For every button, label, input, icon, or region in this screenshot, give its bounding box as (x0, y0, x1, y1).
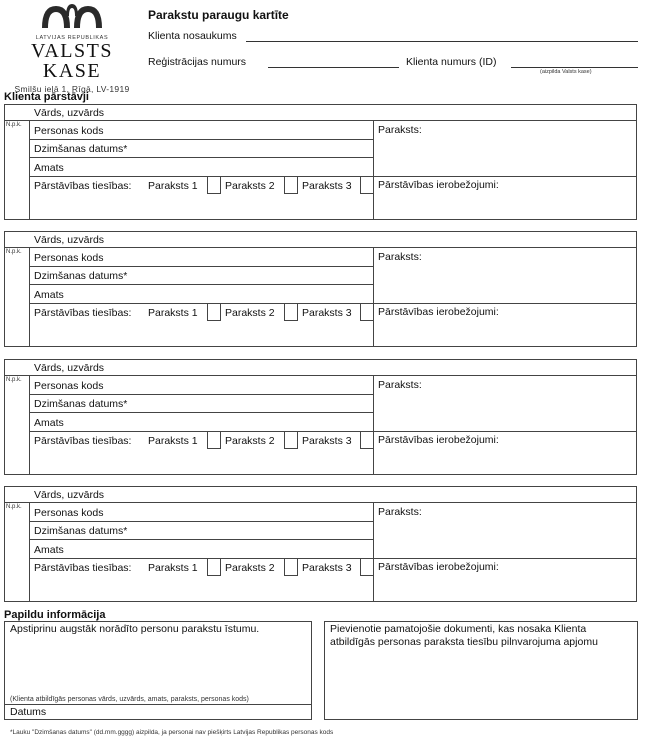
signature3-checkbox[interactable] (360, 176, 374, 194)
npk-label: N.p.k. (6, 377, 22, 383)
document-title: Parakstu paraugu kartīte (148, 8, 289, 22)
signature-label: Paraksts: (378, 124, 422, 136)
signature1-label: Paraksts 1 (148, 435, 198, 447)
client-name-label: Klienta nosaukums (148, 30, 237, 42)
signature-label: Paraksts: (378, 379, 422, 391)
signature2-label: Paraksts 2 (225, 435, 275, 447)
name-label: Vārds, uzvārds (34, 489, 105, 501)
restrictions-label: Pārstāvības ierobežojumi: (378, 434, 499, 446)
confirm-text: Apstiprinu augstāk norādīto personu parakstu īstumu. (10, 623, 260, 635)
position-label: Amats (34, 162, 64, 174)
restrictions-label: Pārstāvības ierobežojumi: (378, 561, 499, 573)
signature2-label: Paraksts 2 (225, 307, 275, 319)
name-label: Vārds, uzvārds (34, 362, 105, 374)
logo-title: VALSTS KASE (31, 40, 113, 82)
signature3-label: Paraksts 3 (302, 562, 352, 574)
personal-code-label: Personas kods (34, 125, 104, 137)
signature2-checkbox[interactable] (284, 431, 298, 449)
responsible-note: (Klienta atbildīgās personas vārds, uzvārds, amats, paraksts, personas kods) (10, 696, 249, 703)
signature1-checkbox[interactable] (207, 303, 221, 321)
restrictions-label: Pārstāvības ierobežojumi: (378, 306, 499, 318)
representative-block (4, 486, 637, 602)
rights-label: Pārstāvības tiesības: (34, 562, 132, 574)
signature2-checkbox[interactable] (284, 176, 298, 194)
npk-label: N.p.k. (6, 249, 22, 255)
signature3-checkbox[interactable] (360, 431, 374, 449)
reg-number-field[interactable] (268, 67, 399, 68)
representative-block (4, 359, 637, 475)
signature1-label: Paraksts 1 (148, 180, 198, 192)
birth-date-label: Dzimšanas datums* (34, 398, 128, 410)
signature2-label: Paraksts 2 (225, 180, 275, 192)
footnote: *Lauku "Dzimšanas datums" (dd.mm.gggg) aizpilda, ja personai nav piešķirts Latvijas Republikas personas kods (10, 729, 334, 736)
signature3-label: Paraksts 3 (302, 180, 352, 192)
client-number-label: Klienta numurs (ID) (406, 56, 497, 68)
signature3-label: Paraksts 3 (302, 435, 352, 447)
client-number-note: (aizpilda Valsts kase) (540, 69, 592, 75)
signature3-checkbox[interactable] (360, 303, 374, 321)
signature3-label: Paraksts 3 (302, 307, 352, 319)
arches-logo-icon (40, 2, 104, 32)
signature2-checkbox[interactable] (284, 558, 298, 576)
signature2-label: Paraksts 2 (225, 562, 275, 574)
name-label: Vārds, uzvārds (34, 107, 105, 119)
signature1-checkbox[interactable] (207, 176, 221, 194)
npk-label: N.p.k. (6, 122, 22, 128)
personal-code-label: Personas kods (34, 380, 104, 392)
position-label: Amats (34, 289, 64, 301)
representative-block (4, 104, 637, 220)
address: Smilšu ielā 1, Rīgā, LV-1919 (14, 84, 130, 94)
signature1-checkbox[interactable] (207, 558, 221, 576)
representative-block (4, 231, 637, 347)
name-label: Vārds, uzvārds (34, 234, 105, 246)
rights-label: Pārstāvības tiesības: (34, 180, 132, 192)
attached-docs-text: Pievienotie pamatojošie dokumenti, kas nosaka Klienta atbildīgās personas paraksta tiesību pilnvarojuma apjomu (330, 623, 598, 648)
birth-date-label: Dzimšanas datums* (34, 143, 128, 155)
birth-date-label: Dzimšanas datums* (34, 270, 128, 282)
signature-label: Paraksts: (378, 506, 422, 518)
signature2-checkbox[interactable] (284, 303, 298, 321)
position-label: Amats (34, 417, 64, 429)
date-field[interactable] (4, 704, 312, 720)
npk-label: N.p.k. (6, 504, 22, 510)
rights-label: Pārstāvības tiesības: (34, 307, 132, 319)
additional-info-title: Papildu informācija (4, 609, 106, 621)
rights-label: Pārstāvības tiesības: (34, 435, 132, 447)
reg-number-label: Reģistrācijas numurs (148, 56, 247, 68)
signature-label: Paraksts: (378, 251, 422, 263)
position-label: Amats (34, 544, 64, 556)
birth-date-label: Dzimšanas datums* (34, 525, 128, 537)
representatives-title: Klienta pārstāvji (4, 91, 89, 103)
signature1-label: Paraksts 1 (148, 307, 198, 319)
personal-code-label: Personas kods (34, 507, 104, 519)
treasury-logo (4, 2, 140, 94)
signature3-checkbox[interactable] (360, 558, 374, 576)
client-name-field[interactable] (246, 41, 638, 42)
signature1-label: Paraksts 1 (148, 562, 198, 574)
personal-code-label: Personas kods (34, 252, 104, 264)
client-number-field[interactable] (511, 67, 638, 68)
logo-subtitle: LATVIJAS REPUBLIKAS (35, 35, 109, 41)
signature1-checkbox[interactable] (207, 431, 221, 449)
date-label: Datums (10, 706, 47, 718)
restrictions-label: Pārstāvības ierobežojumi: (378, 179, 499, 191)
